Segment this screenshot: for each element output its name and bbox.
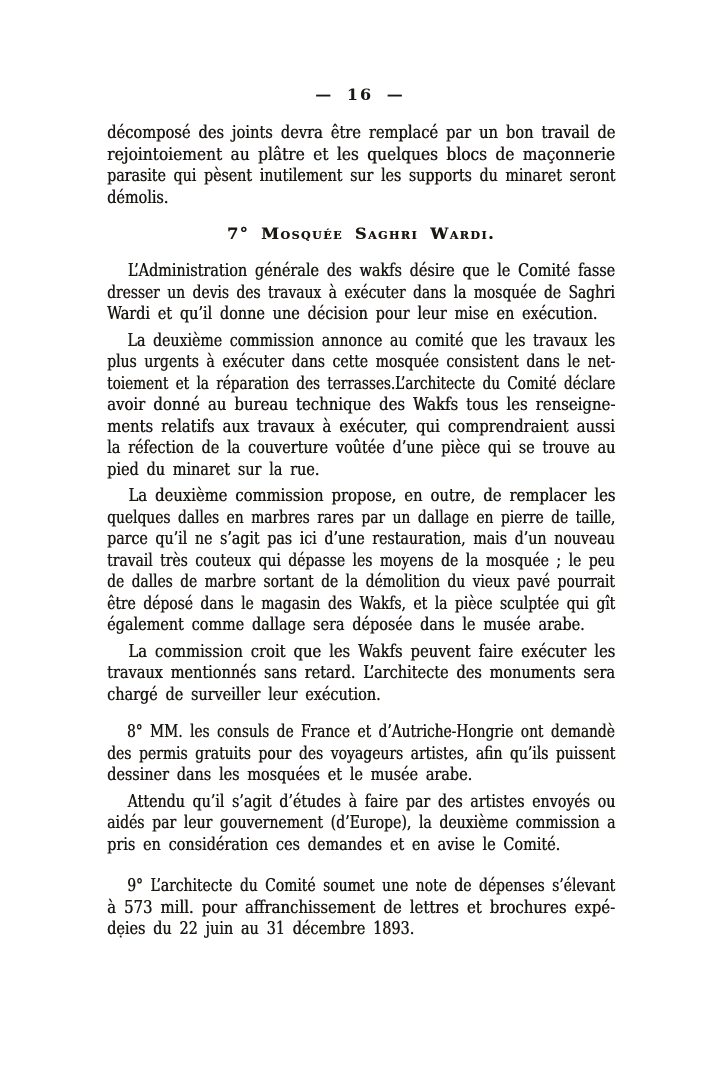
text-line: ments relatifs aux travaux à exécuter, qui comprendraient aussi — [107, 415, 615, 437]
text-line: L’Administration générale des wakfs désire que le Comité fasse — [127, 260, 616, 281]
text-line: des permis gratuits pour des voyageurs artistes, afin qu’ils puissent — [107, 742, 616, 764]
text-line: de dalles de marbre sortant de la démolition du vieux pavé pourrait — [107, 571, 615, 592]
paragraph-2-administration-request — [107, 260, 615, 325]
paragraph-5-wakfs-execution — [107, 641, 615, 706]
paragraph-1-minaret-repairs — [107, 122, 615, 208]
paragraph-4-marble-replacement — [107, 485, 615, 636]
text-line: toiement et la réparation des terrasses.L’architecte du Comité déclare — [107, 372, 616, 394]
paragraph-6-item-8-consuls — [107, 721, 615, 786]
paragraph-8-item-9-expenses — [107, 875, 615, 940]
paragraph-3-commission-report — [107, 330, 615, 481]
text-line: aidés par leur gouvernement (d’Europe), la deuxième commission a — [107, 812, 616, 833]
text-line: La deuxième commission propose, en outre, de remplacer les — [128, 485, 616, 506]
text-line: quelques dalles en marbres rares par un dallage en pierre de taille, — [107, 506, 616, 528]
text-line: démolis. — [107, 186, 169, 208]
text-line: plus urgents à exécuter dans cette mosquée consistent dans le net- — [107, 351, 616, 372]
text-line: dessiner dans les mosquées et le musée arabe. — [107, 764, 473, 785]
text-line: avoir donné au bureau technique des Wakfs tous les renseigne- — [107, 394, 616, 415]
text-line: dresser un devis des travaux à exécuter dans la mosquée de Saghri — [107, 281, 615, 303]
text-line: parasite qui pèsent inutilement sur les supports du minaret seront — [107, 165, 616, 186]
text-line: être déposé dans le magasin des Wakfs, et la pièce sculptée qui gît — [107, 592, 616, 614]
paragraph-7-attendu — [107, 791, 615, 856]
text-line: pied du minaret sur la rue. — [107, 458, 320, 480]
text-line: également comme dallage sera déposée dans le musée arabe. — [107, 614, 585, 635]
text-line: 9° L’architecte du Comité soumet une note de dépenses s’élevant — [127, 875, 616, 896]
text-line: décomposé des joints devra être remplacé par un bon travail de — [107, 122, 616, 143]
text-line: parce qu’il ne s’agit pas ici d’une restauration, mais d’un nouveau — [107, 528, 615, 549]
text-line: pris en considération ces demandes et en avise le Comité. — [107, 833, 561, 855]
text-line: travail très couteux qui dépasse les moyens de la mosquée ; le peu — [107, 549, 615, 571]
text-line: 8° MM. les consuls de France et d’Autriche-Hongrie ont demandè — [126, 721, 615, 742]
text-column — [107, 122, 615, 940]
text-line: La commission croit que les Wakfs peuvent faire exécuter les — [128, 640, 616, 662]
page-number: — 16 — — [315, 85, 405, 104]
text-line: Wardi et qu’il donne une décision pour leur mise en exécution. — [107, 303, 598, 324]
text-line: travaux mentionnés sans retard. L’architecte des monuments sera — [107, 662, 615, 683]
text-line: la réfection de la couverture voûtée d’une pièce qui se trouve au — [107, 437, 616, 458]
text-line: dẹies du 22 juin au 31 décembre 1893. — [107, 918, 415, 939]
text-line: chargé de surveiller leur exécution. — [107, 683, 381, 705]
text-line: Attendu qu’il s’agit d’études à faire par des artistes envoyés ou — [127, 790, 616, 812]
text-line: La deuxième commission annonce au comité que les travaux les — [127, 329, 616, 351]
section-heading-7: 7° Mosquée Saghri Wardi. — [226, 224, 496, 243]
text-line: à 573 mill. pour affranchissement de lettres et brochures expé- — [107, 896, 615, 918]
text-line: rejointoiement au plâtre et les quelques blocs de maçonnerie — [107, 143, 615, 165]
